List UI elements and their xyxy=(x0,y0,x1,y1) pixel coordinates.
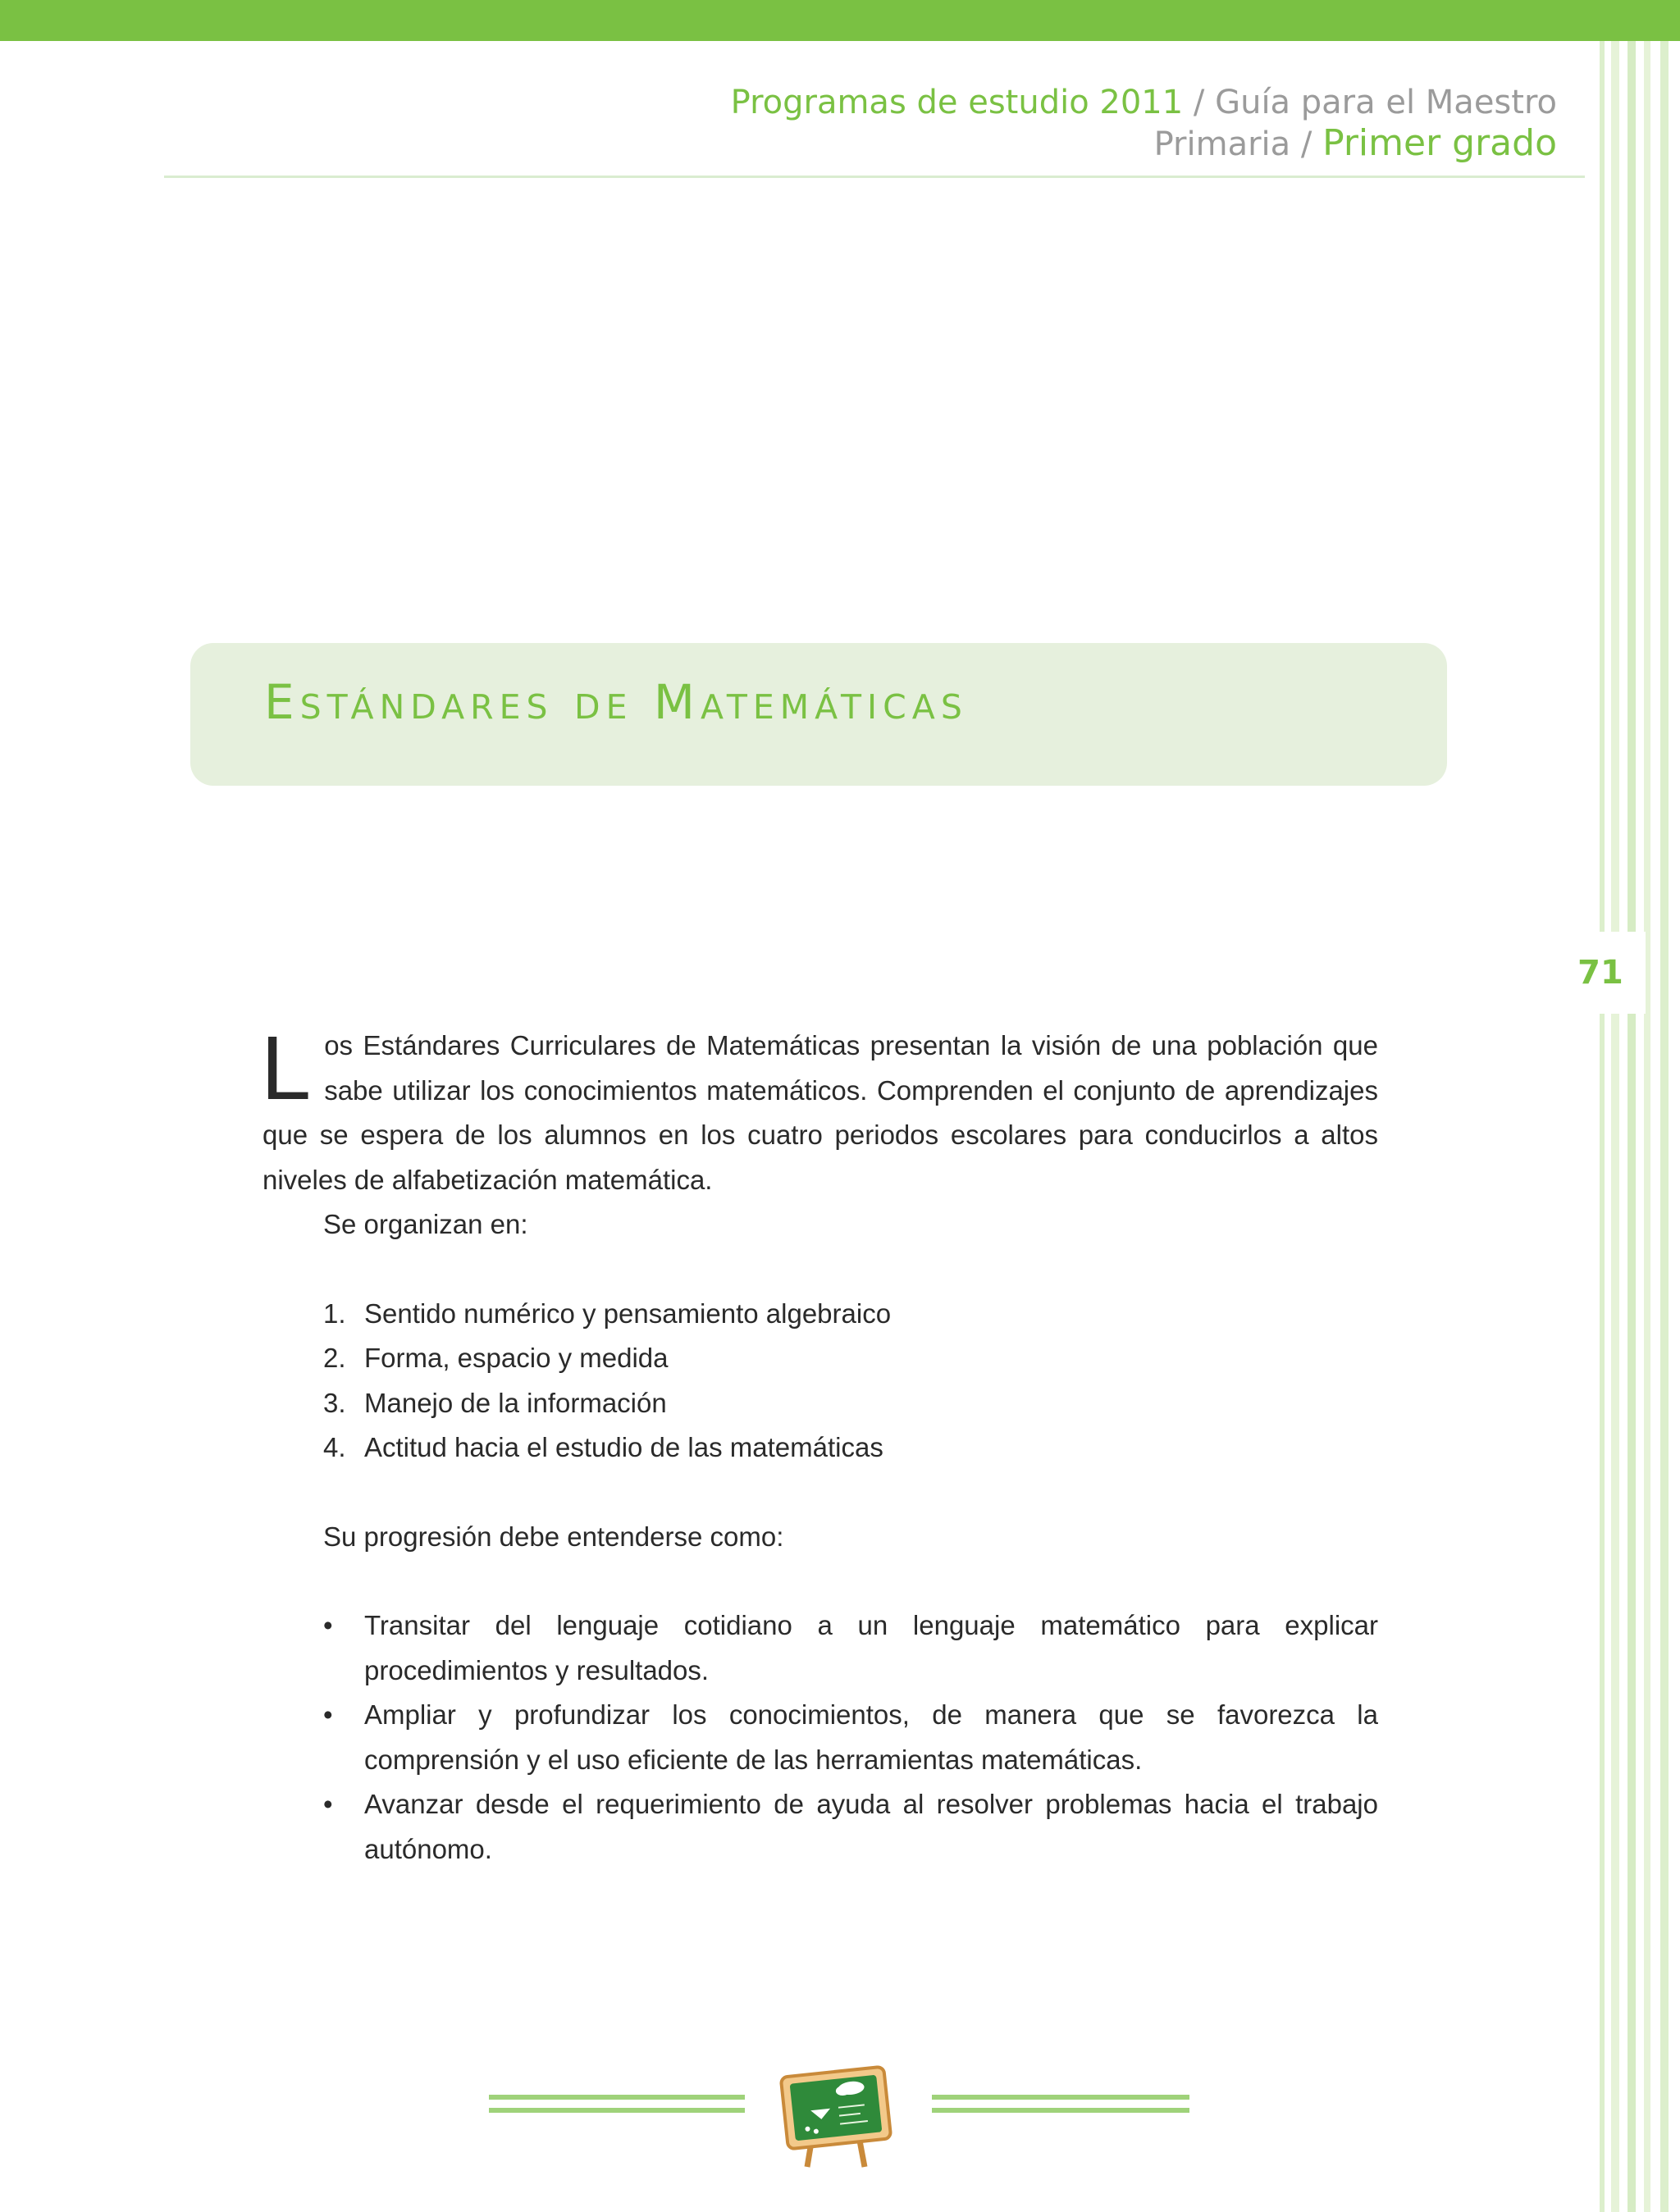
right-margin-stripes xyxy=(1600,41,1680,2212)
main-content xyxy=(261,1018,1378,1872)
list-item-text: Actitud hacia el estudio de las matemáticas xyxy=(364,1432,883,1462)
list-item xyxy=(262,1336,1378,1381)
list-item-text: Manejo de la información xyxy=(364,1387,667,1418)
progress-list xyxy=(262,1603,1378,1872)
list-item xyxy=(262,1425,1378,1471)
organize-label: Se organizan en: xyxy=(323,1209,528,1239)
header-grade: Primer grado xyxy=(1322,122,1557,164)
page-number: 71 xyxy=(1555,932,1646,1014)
header-separator: / xyxy=(1183,84,1216,121)
list-marker: 4. xyxy=(323,1432,346,1462)
organize-list xyxy=(262,1292,1378,1471)
header-program: Programas de estudio 2011 xyxy=(730,84,1184,121)
page-title: Estándares de Matemáticas xyxy=(264,674,968,730)
bullet-marker: • xyxy=(323,1699,333,1730)
header-separator-2: / xyxy=(1290,125,1323,163)
list-item xyxy=(262,1693,1378,1782)
progress-label: Su progresión debe entenderse como: xyxy=(323,1521,784,1552)
list-item-text: Avanzar desde el requerimiento de ayuda al resolver problemas hacia el trabajo autónomo. xyxy=(364,1789,1378,1864)
list-marker: 3. xyxy=(323,1387,346,1418)
list-item-text: Forma, espacio y medida xyxy=(364,1343,669,1373)
footer-rule-left xyxy=(489,2095,745,2121)
list-item xyxy=(262,1381,1378,1426)
top-color-bar xyxy=(0,0,1680,41)
intro-text: os Estándares Curriculares de Matemáticas presentan la visión de una población que sabe utilizar los conocimientos matemáticos. Comprenden el conjunto de aprendizajes que se espera de los alumnos en los cuatro periodos escolares para conducirlos a altos niveles de alfabetización matemática. xyxy=(262,1030,1378,1195)
list-item-text: Sentido numérico y pensamiento algebraico xyxy=(364,1298,892,1329)
title-banner xyxy=(190,643,1447,786)
list-item-text: Transitar del lenguaje cotidiano a un lenguaje matemático para explicar procedimientos y resultados. xyxy=(364,1610,1378,1685)
header-line-2 xyxy=(731,123,1557,165)
drop-cap: L xyxy=(261,1018,312,1119)
list-marker: 1. xyxy=(323,1298,346,1329)
list-marker: 2. xyxy=(323,1343,346,1373)
header-level: Primaria xyxy=(1153,125,1291,163)
footer-rule-right xyxy=(932,2095,1189,2121)
bullet-marker: • xyxy=(323,1610,333,1640)
header-line-1 xyxy=(731,82,1557,123)
header-divider xyxy=(164,176,1585,178)
intro-paragraph xyxy=(261,1018,1378,1202)
page-header xyxy=(731,82,1557,165)
list-item xyxy=(262,1603,1378,1693)
header-guide: Guía para el Maestro xyxy=(1215,84,1557,121)
bullet-marker: • xyxy=(323,1789,333,1819)
list-item xyxy=(262,1782,1378,1872)
list-item xyxy=(262,1292,1378,1337)
list-item-text: Ampliar y profundizar los conocimientos, de manera que se favorezca la comprensión y el uso eficiente de las herramientas matemáticas. xyxy=(364,1699,1378,1775)
chalkboard-icon xyxy=(774,2059,897,2169)
